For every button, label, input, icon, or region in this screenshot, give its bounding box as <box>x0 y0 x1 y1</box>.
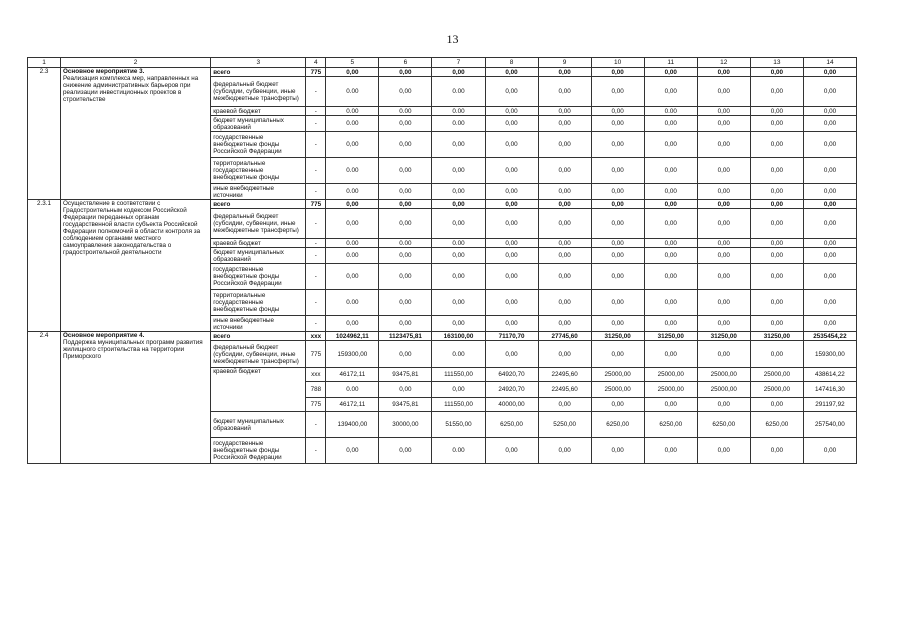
amount-cell: 0,00 <box>432 316 485 332</box>
amount-cell: 0,00 <box>485 438 538 464</box>
amount-cell: 0,00 <box>644 438 697 464</box>
amount-cell: 0,00 <box>644 239 697 248</box>
budget-code: - <box>306 116 326 132</box>
amount-cell: 0,00 <box>803 239 856 248</box>
amount-cell: 0,00 <box>432 200 485 209</box>
amount-cell: 0,00 <box>803 184 856 200</box>
column-header: 8 <box>485 58 538 68</box>
amount-cell: 0,00 <box>750 290 803 316</box>
amount-cell: 0.00 <box>326 107 379 116</box>
budget-code: 775 <box>306 68 326 77</box>
budget-code: 788 <box>306 382 326 398</box>
amount-cell: 0.00 <box>326 158 379 184</box>
amount-cell: 0,00 <box>591 341 644 368</box>
amount-cell: 0.00 <box>379 107 432 116</box>
funding-source: федеральный бюджет (субсидии, субвенции, иные межбюджетные трансферты) <box>211 77 306 107</box>
amount-cell: 0,00 <box>379 248 432 264</box>
amount-cell: 0,00 <box>432 184 485 200</box>
column-header: 10 <box>591 58 644 68</box>
amount-cell: 0,00 <box>803 68 856 77</box>
amount-cell: 25000,00 <box>750 368 803 382</box>
amount-cell: 22495,60 <box>538 382 591 398</box>
measure-title: Основное мероприятие 3. <box>63 68 145 75</box>
amount-cell: 0,00 <box>697 200 750 209</box>
amount-cell: 0.00 <box>432 341 485 368</box>
column-header: 14 <box>803 58 856 68</box>
amount-cell: 0,00 <box>538 239 591 248</box>
amount-cell: 0,00 <box>485 200 538 209</box>
amount-cell: 25000,00 <box>697 368 750 382</box>
funding-source: всего <box>211 68 306 77</box>
funding-source: бюджет муниципальных образований <box>211 412 306 438</box>
column-header: 9 <box>538 58 591 68</box>
budget-table <box>27 57 857 464</box>
amount-cell: 0,00 <box>697 438 750 464</box>
amount-cell: 0.00 <box>326 116 379 132</box>
amount-cell: 0,00 <box>644 290 697 316</box>
amount-cell: 0,00 <box>432 68 485 77</box>
budget-code: - <box>306 316 326 332</box>
measure-title: Основное мероприятие 4. <box>63 332 145 339</box>
measure-description <box>61 200 211 332</box>
amount-cell: 0,00 <box>591 209 644 239</box>
amount-cell: 0,00 <box>485 116 538 132</box>
amount-cell: 0,00 <box>538 77 591 107</box>
amount-cell: 31250,00 <box>644 332 697 341</box>
amount-cell: 0,00 <box>538 200 591 209</box>
amount-cell: 0,00 <box>750 341 803 368</box>
amount-cell: 0,00 <box>485 184 538 200</box>
budget-code: - <box>306 184 326 200</box>
amount-cell: 0,00 <box>803 132 856 158</box>
amount-cell: 93475,81 <box>379 368 432 382</box>
amount-cell: 0,00 <box>644 341 697 368</box>
column-header: 12 <box>697 58 750 68</box>
amount-cell: 6250,00 <box>697 412 750 438</box>
amount-cell: 0.00 <box>432 77 485 107</box>
funding-source: краевой бюджет <box>211 107 306 116</box>
amount-cell: 0,00 <box>644 398 697 412</box>
amount-cell: 5250,00 <box>538 412 591 438</box>
measure-text: Поддержка муниципальных программ развития жилищного строительства на территории Приморского <box>63 339 203 360</box>
amount-cell: 2535454,22 <box>803 332 856 341</box>
amount-cell: 0,00 <box>750 200 803 209</box>
amount-cell: 0,00 <box>485 209 538 239</box>
funding-source: государственные внебюджетные фонды Российской Федерации <box>211 264 306 290</box>
amount-cell: 0,00 <box>750 68 803 77</box>
amount-cell: 0,00 <box>432 158 485 184</box>
funding-source: федеральный бюджет (субсидии, субвенции, иные межбюджетные трансферты) <box>211 341 306 368</box>
amount-cell: 0,00 <box>485 132 538 158</box>
amount-cell: 0,00 <box>697 116 750 132</box>
amount-cell: 0,00 <box>697 264 750 290</box>
amount-cell: 0,00 <box>697 290 750 316</box>
amount-cell: 0,00 <box>538 438 591 464</box>
amount-cell: 0,00 <box>432 290 485 316</box>
amount-cell: 0,00 <box>591 264 644 290</box>
amount-cell: 25000,00 <box>591 382 644 398</box>
amount-cell: 0,00 <box>591 398 644 412</box>
table-row <box>28 332 857 341</box>
amount-cell: 1123475,81 <box>379 332 432 341</box>
amount-cell: 0,00 <box>379 382 432 398</box>
amount-cell: 0,00 <box>750 316 803 332</box>
amount-cell: 0,00 <box>432 264 485 290</box>
amount-cell: 0,00 <box>803 116 856 132</box>
amount-cell: 0,00 <box>379 290 432 316</box>
amount-cell: 0,00 <box>379 184 432 200</box>
amount-cell: 0,00 <box>697 248 750 264</box>
amount-cell: 27745,60 <box>538 332 591 341</box>
amount-cell: 0,00 <box>644 264 697 290</box>
amount-cell: 0,00 <box>538 290 591 316</box>
amount-cell: 0,00 <box>379 132 432 158</box>
amount-cell: 0,00 <box>326 209 379 239</box>
amount-cell: 0,00 <box>803 107 856 116</box>
amount-cell: 0.00 <box>326 382 379 398</box>
amount-cell: 0.00 <box>432 438 485 464</box>
amount-cell: 0,00 <box>697 341 750 368</box>
funding-source: бюджет муниципальных образований <box>211 248 306 264</box>
measure-text: Осуществление в соответствии с Градостроительным кодексом Российской Федерации переданных органам государственной власти субъекта Российской Федерации полномочий в области контроля за соблюдением органами местного самоуправления законодательства о градостроительной деятельности <box>63 200 201 256</box>
amount-cell: 0,00 <box>538 107 591 116</box>
budget-code: 775 <box>306 398 326 412</box>
amount-cell: 0,00 <box>750 77 803 107</box>
measure-description <box>61 332 211 464</box>
amount-cell: 22495,60 <box>538 368 591 382</box>
amount-cell: 0.00 <box>326 290 379 316</box>
amount-cell: 0,00 <box>485 68 538 77</box>
budget-code: ххх <box>306 368 326 382</box>
amount-cell: 0,00 <box>432 209 485 239</box>
amount-cell: 0,00 <box>538 248 591 264</box>
amount-cell: 25000,00 <box>750 382 803 398</box>
amount-cell: 0,00 <box>591 116 644 132</box>
amount-cell: 0,00 <box>379 209 432 239</box>
amount-cell: 0,00 <box>750 248 803 264</box>
amount-cell: 25000,00 <box>697 382 750 398</box>
amount-cell: 0,00 <box>379 200 432 209</box>
amount-cell: 0,00 <box>591 290 644 316</box>
amount-cell: 0,00 <box>644 158 697 184</box>
amount-cell: 0,00 <box>803 200 856 209</box>
amount-cell: 0,00 <box>803 158 856 184</box>
amount-cell: 111550,00 <box>432 398 485 412</box>
amount-cell: 0,00 <box>485 264 538 290</box>
amount-cell: 0,00 <box>538 209 591 239</box>
amount-cell: 0.00 <box>326 77 379 107</box>
amount-cell: 159300,00 <box>803 341 856 368</box>
amount-cell: 0,00 <box>697 77 750 107</box>
amount-cell: 0.00 <box>326 239 379 248</box>
amount-cell: 93475,81 <box>379 398 432 412</box>
amount-cell: 111550,00 <box>432 368 485 382</box>
amount-cell: 0,00 <box>803 438 856 464</box>
amount-cell: 0,00 <box>379 264 432 290</box>
funding-source: территориальные государственные внебюджетные фонды <box>211 158 306 184</box>
amount-cell: 51550,00 <box>432 412 485 438</box>
amount-cell: 257540,00 <box>803 412 856 438</box>
budget-code: - <box>306 248 326 264</box>
amount-cell: 0,00 <box>379 438 432 464</box>
budget-code: 775 <box>306 200 326 209</box>
amount-cell: 64920,70 <box>485 368 538 382</box>
amount-cell: 6250,00 <box>644 412 697 438</box>
amount-cell: 0,00 <box>697 132 750 158</box>
amount-cell: 163100,00 <box>432 332 485 341</box>
amount-cell: 0,00 <box>538 158 591 184</box>
amount-cell: 24920,70 <box>485 382 538 398</box>
amount-cell: 0,00 <box>697 158 750 184</box>
funding-source: всего <box>211 200 306 209</box>
amount-cell: 0,00 <box>591 200 644 209</box>
amount-cell: 0,00 <box>485 290 538 316</box>
amount-cell: 0,00 <box>591 132 644 158</box>
amount-cell: 0,00 <box>379 158 432 184</box>
amount-cell: 159300,00 <box>326 341 379 368</box>
amount-cell: 0,00 <box>750 132 803 158</box>
budget-code: - <box>306 412 326 438</box>
amount-cell: 71170,70 <box>485 332 538 341</box>
amount-cell: 0,00 <box>432 248 485 264</box>
amount-cell: 46172,11 <box>326 398 379 412</box>
amount-cell: 0,00 <box>644 184 697 200</box>
amount-cell: 0,00 <box>697 209 750 239</box>
amount-cell: 25000,00 <box>644 382 697 398</box>
budget-code: ххх <box>306 332 326 341</box>
amount-cell: 0,00 <box>432 132 485 158</box>
amount-cell: 0,00 <box>538 341 591 368</box>
amount-cell: 31250,00 <box>750 332 803 341</box>
amount-cell: 0,00 <box>750 107 803 116</box>
table-row <box>28 68 857 77</box>
amount-cell: 0,00 <box>379 116 432 132</box>
amount-cell: 0,00 <box>379 316 432 332</box>
amount-cell: 0,00 <box>697 68 750 77</box>
amount-cell: 0,00 <box>803 248 856 264</box>
amount-cell: 438614,22 <box>803 368 856 382</box>
amount-cell: 0.00 <box>432 107 485 116</box>
amount-cell: 0,00 <box>644 200 697 209</box>
column-header: 7 <box>432 58 485 68</box>
amount-cell: 0,00 <box>803 316 856 332</box>
amount-cell: 0,00 <box>697 107 750 116</box>
amount-cell: 46172,11 <box>326 368 379 382</box>
amount-cell: 0.00 <box>644 107 697 116</box>
amount-cell: 0,00 <box>485 158 538 184</box>
amount-cell: 147416,30 <box>803 382 856 398</box>
budget-code: - <box>306 158 326 184</box>
amount-cell: 0,00 <box>326 132 379 158</box>
amount-cell: 0,00 <box>803 290 856 316</box>
amount-cell: 0,00 <box>538 316 591 332</box>
amount-cell: 0,00 <box>644 68 697 77</box>
column-header: 6 <box>379 58 432 68</box>
funding-source: иные внебюджетные источники <box>211 184 306 200</box>
column-header: 4 <box>306 58 326 68</box>
amount-cell: 0,00 <box>750 239 803 248</box>
funding-source: государственные внебюджетные фонды Российской Федерации <box>211 132 306 158</box>
amount-cell: 6250,00 <box>591 412 644 438</box>
amount-cell: 0,00 <box>644 248 697 264</box>
amount-cell: 0,00 <box>750 158 803 184</box>
amount-cell: 25000,00 <box>644 368 697 382</box>
amount-cell: 0,00 <box>538 68 591 77</box>
amount-cell: 0,00 <box>803 264 856 290</box>
amount-cell: 30000,00 <box>379 412 432 438</box>
amount-cell: 0,00 <box>485 248 538 264</box>
amount-cell: 0,00 <box>591 77 644 107</box>
amount-cell: 0,00 <box>485 341 538 368</box>
amount-cell: 0,00 <box>750 209 803 239</box>
amount-cell: 0,00 <box>538 184 591 200</box>
column-header: 3 <box>211 58 306 68</box>
amount-cell: 291197,92 <box>803 398 856 412</box>
amount-cell: 0,00 <box>644 116 697 132</box>
amount-cell: 0.00 <box>379 239 432 248</box>
amount-cell: 0,00 <box>644 77 697 107</box>
amount-cell: 6250,00 <box>750 412 803 438</box>
amount-cell: 0,00 <box>326 316 379 332</box>
amount-cell: 6250,00 <box>485 412 538 438</box>
amount-cell: 0,00 <box>379 341 432 368</box>
row-number: 2.3 <box>28 68 61 200</box>
column-header: 11 <box>644 58 697 68</box>
amount-cell: 0.00 <box>326 184 379 200</box>
amount-cell: 0,00 <box>485 316 538 332</box>
budget-code: - <box>306 239 326 248</box>
budget-code: - <box>306 209 326 239</box>
budget-code: - <box>306 107 326 116</box>
amount-cell: 0,00 <box>485 77 538 107</box>
amount-cell: 0,00 <box>644 132 697 158</box>
budget-code: - <box>306 438 326 464</box>
amount-cell: 0,00 <box>750 398 803 412</box>
amount-cell: 0,00 <box>591 107 644 116</box>
funding-source: иные внебюджетные источники <box>211 316 306 332</box>
budget-code: - <box>306 77 326 107</box>
funding-source: федеральный бюджет (субсидии, субвенции, иные межбюджетные трансферты) <box>211 209 306 239</box>
measure-description <box>61 68 211 200</box>
amount-cell: 0,00 <box>538 264 591 290</box>
column-header: 5 <box>326 58 379 68</box>
budget-code: - <box>306 132 326 158</box>
amount-cell: 0.00 <box>326 248 379 264</box>
amount-cell: 0,00 <box>326 68 379 77</box>
column-header: 1 <box>28 58 61 68</box>
amount-cell: 40000,00 <box>485 398 538 412</box>
amount-cell: 0,00 <box>591 239 644 248</box>
budget-code: - <box>306 290 326 316</box>
row-number: 2.3.1 <box>28 200 61 332</box>
header-row <box>28 58 857 68</box>
amount-cell: 0,00 <box>750 264 803 290</box>
column-header: 2 <box>61 58 211 68</box>
funding-source: государственные внебюджетные фонды Российской Федерации <box>211 438 306 464</box>
amount-cell: 0,00 <box>538 398 591 412</box>
amount-cell: 31250,00 <box>591 332 644 341</box>
row-number: 2.4 <box>28 332 61 464</box>
amount-cell: 139400,00 <box>326 412 379 438</box>
budget-code: - <box>306 264 326 290</box>
amount-cell: 0,00 <box>485 107 538 116</box>
funding-source: краевой бюджет <box>211 239 306 248</box>
amount-cell: 0,00 <box>697 239 750 248</box>
amount-cell: 25000,00 <box>591 368 644 382</box>
amount-cell: 0,00 <box>379 68 432 77</box>
amount-cell: 31250,00 <box>697 332 750 341</box>
budget-code: 775 <box>306 341 326 368</box>
amount-cell: 0,00 <box>750 184 803 200</box>
amount-cell: 0,00 <box>750 116 803 132</box>
amount-cell: 0,00 <box>485 239 538 248</box>
funding-source: краевой бюджет <box>211 368 306 412</box>
amount-cell: 0,00 <box>803 77 856 107</box>
amount-cell: 0,00 <box>591 68 644 77</box>
funding-source: территориальные государственные внебюджетные фонды <box>211 290 306 316</box>
amount-cell: 0,00 <box>432 382 485 398</box>
amount-cell: 0,00 <box>591 184 644 200</box>
table-row <box>28 200 857 209</box>
amount-cell: 0,00 <box>538 116 591 132</box>
amount-cell: 0,00 <box>803 209 856 239</box>
amount-cell: 0,00 <box>326 264 379 290</box>
amount-cell: 0.00 <box>432 116 485 132</box>
amount-cell: 0,00 <box>379 77 432 107</box>
amount-cell: 0,00 <box>697 184 750 200</box>
funding-source: всего <box>211 332 306 341</box>
amount-cell: 0,00 <box>591 438 644 464</box>
page-number: 13 <box>446 32 459 46</box>
amount-cell: 1024962,11 <box>326 332 379 341</box>
amount-cell: 0,00 <box>644 316 697 332</box>
amount-cell: 0,00 <box>591 248 644 264</box>
amount-cell: 0,00 <box>591 316 644 332</box>
amount-cell: 0,00 <box>697 398 750 412</box>
measure-text: Реализация комплекса мер, направленных на снижение административных барьеров при реализации инвестиционных проектов в строительстве <box>63 75 199 103</box>
funding-source: бюджет муниципальных образований <box>211 116 306 132</box>
amount-cell: 0,00 <box>591 158 644 184</box>
amount-cell: 0.00 <box>432 239 485 248</box>
amount-cell: 0,00 <box>750 438 803 464</box>
amount-cell: 0,00 <box>644 209 697 239</box>
amount-cell: 0,00 <box>697 316 750 332</box>
amount-cell: 0,00 <box>326 200 379 209</box>
amount-cell: 0,00 <box>538 132 591 158</box>
amount-cell: 0,00 <box>326 438 379 464</box>
column-header: 13 <box>750 58 803 68</box>
